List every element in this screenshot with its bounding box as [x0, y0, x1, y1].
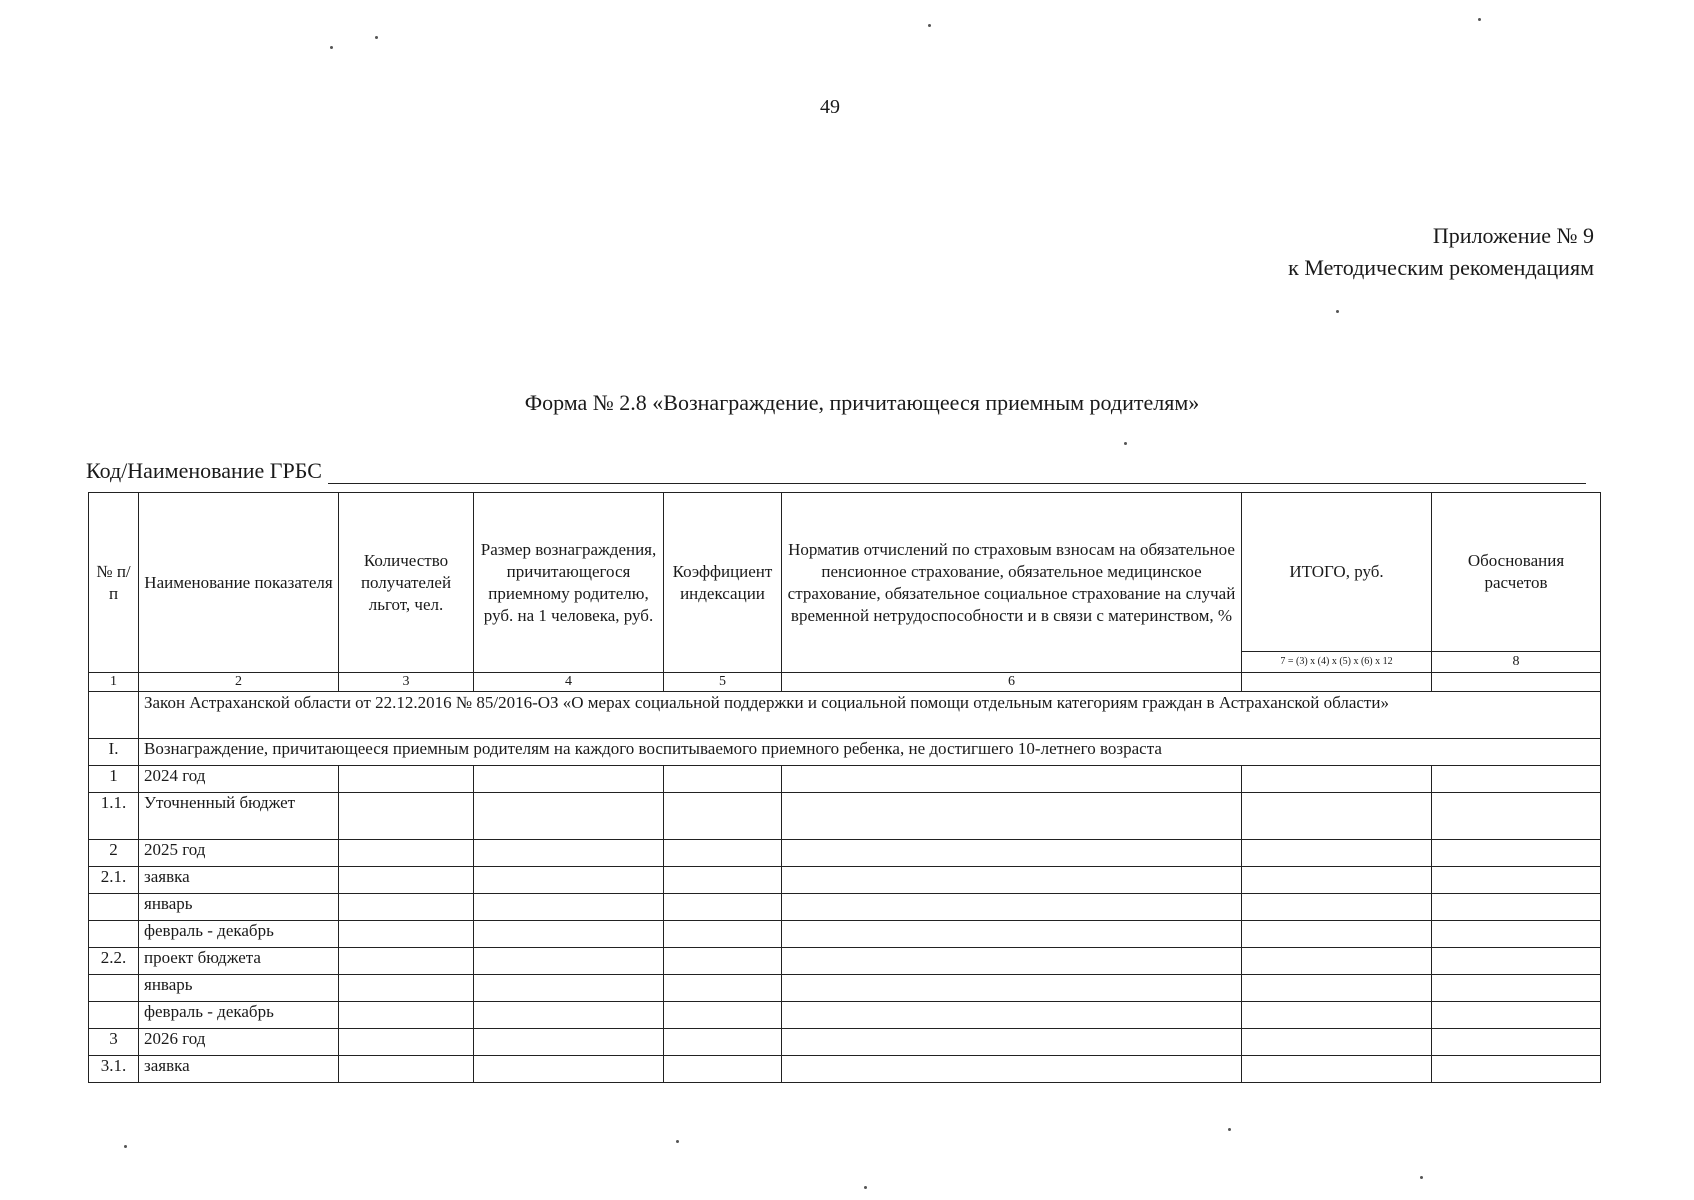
row-no: [89, 921, 139, 948]
column-numbers-row: [89, 673, 1601, 692]
row-no: 3: [89, 1029, 139, 1056]
row-name: Уточненный бюджет: [139, 793, 339, 840]
col-number-7: [1242, 673, 1432, 692]
table-row: [89, 840, 1601, 867]
appendix-line-2: к Методическим рекомендациям: [1288, 255, 1594, 280]
form-title: Форма № 2.8 «Вознаграждение, причитающееся приемным родителям»: [524, 390, 1200, 415]
row-name: проект бюджета: [139, 948, 339, 975]
scan-speck: [928, 24, 931, 27]
header-indicator-name: Наименование показателя: [139, 493, 339, 673]
row-no: [89, 975, 139, 1002]
total-formula: 7 = (3) х (4) х (5) х (6) х 12: [1280, 656, 1393, 667]
law-text: Закон Астраханской области от 22.12.2016 № 85/2016-ОЗ «О мерах социальной поддержки и социальной помощи отдельным категориям граждан в Астраханской области»: [139, 692, 1601, 739]
table-row: [89, 867, 1601, 894]
header-reward-amount: Размер вознаграждения, причитающегося приемному родителю, руб. на 1 человека, руб.: [474, 493, 664, 673]
table-row: [89, 948, 1601, 975]
row-no: 2.2.: [89, 948, 139, 975]
header-index-coefficient: Коэффициент индексации: [664, 493, 782, 673]
table-row: [89, 975, 1601, 1002]
header-total: ИТОГО, руб.: [1242, 493, 1432, 652]
row-no: 2: [89, 840, 139, 867]
header-row: [89, 493, 1601, 652]
table-row: [89, 793, 1601, 840]
scan-speck: [676, 1140, 679, 1143]
scan-speck: [375, 36, 378, 39]
row-name: 2025 год: [139, 840, 339, 867]
header-no: № п/п: [89, 493, 139, 673]
row-no: 1: [89, 766, 139, 793]
scan-speck: [330, 46, 333, 49]
scan-speck: [1124, 442, 1127, 445]
row-name: январь: [139, 894, 339, 921]
col-number-5: 5: [664, 673, 782, 692]
scan-speck: [1336, 310, 1339, 313]
grbs-field: [86, 458, 1586, 484]
col-number-2: 2: [139, 673, 339, 692]
col-number-1: 1: [89, 673, 139, 692]
row-name: февраль - декабрь: [139, 1002, 339, 1029]
row-name: февраль - декабрь: [139, 921, 339, 948]
table-row: [89, 1029, 1601, 1056]
scan-speck: [1478, 18, 1481, 21]
page-number: 49: [820, 96, 840, 118]
scan-speck: [864, 1186, 867, 1189]
row-name: 2024 год: [139, 766, 339, 793]
row-no: 2.1.: [89, 867, 139, 894]
row-no: [89, 894, 139, 921]
row-no: 1.1.: [89, 793, 139, 840]
col-number-3: 3: [339, 673, 474, 692]
table-row: [89, 894, 1601, 921]
grbs-label: Код/Наименование ГРБС: [86, 458, 322, 483]
scan-speck: [1228, 1128, 1231, 1131]
scan-speck: [1420, 1176, 1423, 1179]
row-name: заявка: [139, 867, 339, 894]
table-row: [89, 766, 1601, 793]
row-no: 3.1.: [89, 1056, 139, 1083]
table-row: [89, 1056, 1601, 1083]
grbs-fill-line: [328, 463, 1586, 484]
appendix-caption: [1288, 220, 1594, 284]
col-number-8-top: 8: [1432, 652, 1601, 673]
header-contribution-rate: Норматив отчислений по страховым взносам на обязательное пенсионное страхование, обязательное медицинское страхование, обязательное социальное страхование на случай временной нетрудоспособности и в связи с материнством, %: [782, 493, 1242, 673]
row-name: 2026 год: [139, 1029, 339, 1056]
appendix-line-1: Приложение № 9: [1432, 223, 1594, 248]
scan-speck: [124, 1145, 127, 1148]
header-justification: Обоснования расчетов: [1432, 493, 1601, 652]
row-no: [89, 1002, 139, 1029]
col-number-8: [1432, 673, 1601, 692]
section-no: I.: [89, 739, 139, 766]
law-row: [89, 692, 1601, 739]
table-row: [89, 921, 1601, 948]
row-name: январь: [139, 975, 339, 1002]
law-row-no: [89, 692, 139, 739]
col-number-6: 6: [782, 673, 1242, 692]
table-row: [89, 1002, 1601, 1029]
header-recipients-count: Количество получателей льгот, чел.: [339, 493, 474, 673]
form-table: [88, 492, 1601, 1083]
col-number-4: 4: [474, 673, 664, 692]
section-text: Вознаграждение, причитающееся приемным родителям на каждого воспитываемого приемного ребенка, не достигшего 10-летнего возраста: [139, 739, 1601, 766]
row-name: заявка: [139, 1056, 339, 1083]
section-row: [89, 739, 1601, 766]
